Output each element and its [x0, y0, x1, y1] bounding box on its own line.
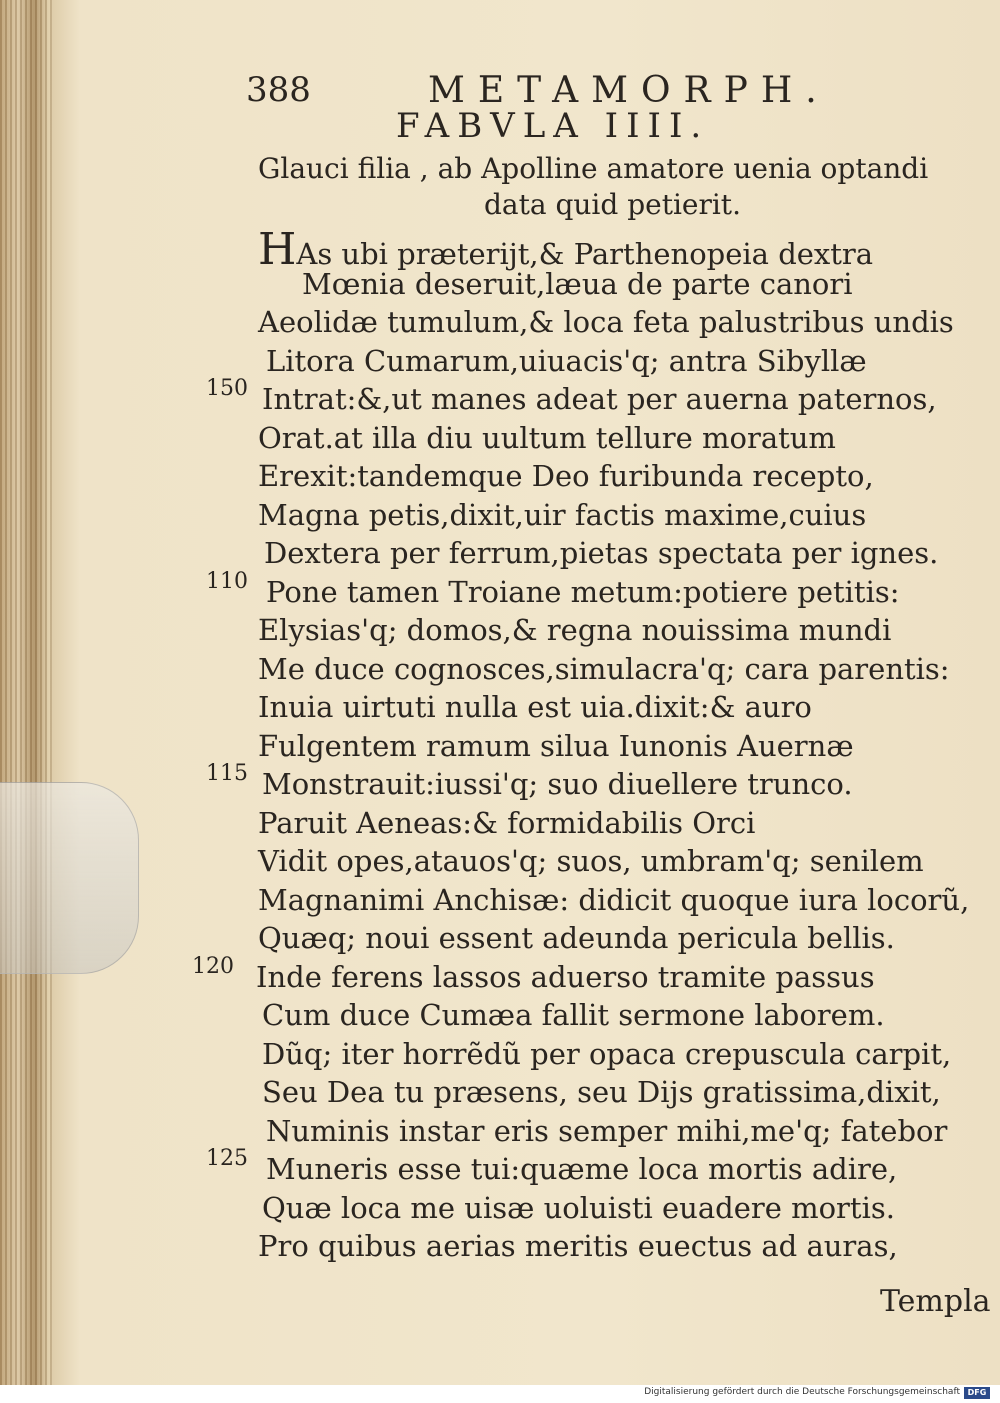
verse-text: Erexit:tandemque Deo furibunda recepto,: [258, 459, 874, 493]
verse-line: [258, 652, 950, 686]
verse-line: [258, 305, 954, 339]
verse-text: Magna petis,dixit,uir factis maxime,cuius: [258, 497, 867, 532]
verse-line: [266, 1114, 947, 1148]
fable-title: FABVLA IIII.: [396, 106, 710, 146]
verse-text: Fulgentem ramum silua Iunonis Auernæ: [258, 728, 854, 763]
verse-line: [258, 883, 969, 917]
verse-text: Vidit opes,atauos'q; suos, umbram'q; senilem: [258, 844, 924, 878]
verse-line: [266, 344, 867, 378]
verse-text: Inuia uirtuti nulla est uia.dixit:& auro: [258, 690, 812, 724]
verse-text: Me duce cognosces,simulacra'q; cara parentis:: [258, 651, 950, 686]
verse-text: Intrat:&,ut manes adeat per auerna paternos,: [262, 382, 937, 416]
verse-text: Muneris esse tui:quæme loca mortis adire,: [266, 1152, 898, 1186]
verse-text: Orat.at illa diu uultum tellure moratum: [258, 420, 836, 455]
page-clip: [0, 782, 139, 974]
verse-text: As ubi præterijt,& Parthenopeia dextra: [296, 237, 874, 271]
line-number: 110: [206, 568, 248, 594]
verse-line: [258, 1229, 898, 1263]
verse-line: [258, 421, 836, 455]
verse-text: Cum duce Cumæa fallit sermone laborem.: [262, 998, 885, 1032]
verse-line: [258, 498, 866, 532]
verse-line: [264, 536, 938, 570]
verse-line: [258, 459, 874, 493]
verse-text: Numinis instar eris semper mihi,me'q; fatebor: [266, 1113, 948, 1148]
verse-line: [258, 613, 891, 647]
verse-text: Elysias'q; domos,& regna nouissima mundi: [258, 613, 892, 647]
verse-text: Litora Cumarum,uiuacis'q; antra Sibyllæ: [266, 343, 867, 378]
verse-line: [262, 767, 853, 801]
verse-text: Pro quibus aerias meritis euectus ad auras,: [258, 1229, 898, 1263]
verse-text: Seu Dea tu præsens, seu Dijs gratissima,dixit,: [262, 1075, 941, 1109]
verse-line: [258, 690, 812, 724]
summary-line: Glauci filia , ab Apolline amatore uenia optandi: [258, 152, 929, 185]
verse-line: [262, 1037, 951, 1071]
line-number: 115: [206, 761, 248, 786]
verse-text: Aeolidæ tumulum,& loca feta palustribus undis: [258, 305, 954, 339]
verse-line: [262, 1075, 941, 1109]
running-head: METAMORPH.: [428, 70, 830, 111]
verse-text: Magnanimi Anchisæ: didicit quoque iura locorũ,: [258, 882, 970, 917]
verse-text: Dũq; iter horrẽdũ per opaca crepuscula carpit,: [262, 1036, 952, 1071]
verse-line: [256, 960, 875, 994]
page-number: 388: [246, 70, 311, 110]
verse-line: [258, 921, 895, 955]
line-number: 125: [206, 1146, 248, 1171]
verse-text: Monstrauit:iussi'q; suo diuellere trunco.: [262, 767, 853, 801]
verse-line: [258, 224, 874, 275]
verse-line: [258, 806, 755, 840]
verse-text: Quæq; noui essent adeunda pericula bellis.: [258, 921, 895, 955]
verse-line: [262, 382, 937, 416]
verse-line: [258, 729, 854, 763]
verse-text: Mœnia deseruit,læua de parte canori: [302, 266, 853, 301]
summary-line: data quid petierit.: [484, 188, 741, 221]
verse-text: Quæ loca me uisæ uoluisti euadere mortis.: [262, 1190, 895, 1225]
footer-credit: Digitalisierung gefördert durch die Deutsche Forschungsgemeinschaft: [644, 1387, 960, 1397]
catchword: Templa: [880, 1284, 991, 1319]
verse-line: [258, 844, 924, 878]
verse-line: [302, 267, 853, 301]
page-edge: [0, 0, 52, 1385]
verse-text: Dextera per ferrum,pietas spectata per ignes.: [264, 536, 939, 570]
line-number: 120: [192, 953, 234, 979]
initial-letter: H: [258, 224, 297, 275]
dfg-logo: DFG: [964, 1387, 990, 1399]
verse-text: Inde ferens lassos aduerso tramite passus: [256, 959, 875, 994]
verse-line: [262, 998, 885, 1032]
verse-line: [262, 1191, 895, 1225]
verse-text: Pone tamen Troiane metum:potiere petitis:: [266, 574, 900, 609]
verse-line: [266, 575, 900, 609]
verse-line: [266, 1152, 897, 1186]
line-number: 150: [206, 376, 248, 401]
verse-text: Paruit Aeneas:& formidabilis Orci: [258, 805, 756, 840]
